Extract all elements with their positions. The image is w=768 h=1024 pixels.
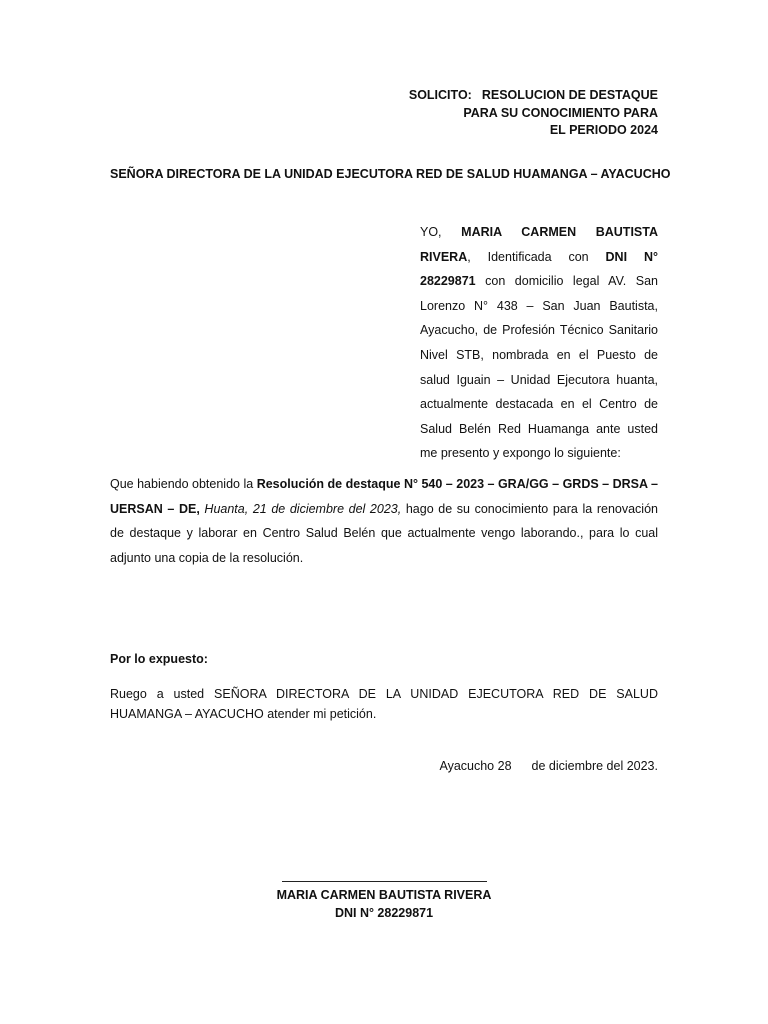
subject-text-1: RESOLUCION DE DESTAQUE bbox=[481, 88, 658, 102]
date-line bbox=[439, 759, 658, 773]
subject-label: SOLICITO: bbox=[408, 88, 472, 102]
signature-name: MARIA CARMEN BAUTISTA RIVERA bbox=[276, 888, 492, 902]
body-place-date: Huanta, 21 de diciembre del 2023, bbox=[204, 501, 402, 516]
presenter-yo: YO, bbox=[420, 225, 442, 239]
signature-block bbox=[234, 886, 534, 922]
presenter-rest: con domicilio legal AV. San Lorenzo N° 438 – San Juan Bautista, Ayacucho, de Profesión Técnico Sanitario Nivel STB, nombrada en el Puesto de salud Iguain – Unidad Ejecutora huanta, actualmente destacada en el Centro de Salud Belén Red Huamanga ante usted me presento y expongo lo siguiente: bbox=[420, 274, 658, 461]
subject-line-3: EL PERIODO 2024 bbox=[549, 123, 658, 137]
signature-dni: DNI N° 28229871 bbox=[334, 906, 434, 920]
presenter-paragraph bbox=[420, 220, 658, 466]
date-rest: de diciembre del 2023. bbox=[531, 759, 658, 773]
signature-line bbox=[282, 881, 487, 882]
addressee: SEÑORA DIRECTORA DE LA UNIDAD EJECUTORA RED DE SALUD HUAMANGA – AYACUCHO bbox=[110, 167, 671, 181]
presenter-ident-prefix: Identificada con bbox=[487, 249, 589, 264]
por-lo-expuesto: Por lo expuesto: bbox=[110, 652, 208, 666]
subject-block bbox=[409, 87, 658, 140]
date-city-day: Ayacucho 28 bbox=[439, 759, 512, 773]
presenter-name: MARIA CARMEN BAUTISTA RIVERA bbox=[420, 225, 658, 264]
subject-line-2: PARA SU CONOCIMIENTO PARA bbox=[463, 105, 658, 120]
body-resolution: Resolución de destaque N° 540 – 2023 – GRA/GG – GRDS – DRSA – UERSAN – DE, bbox=[110, 477, 658, 516]
body-intro: Que habiendo obtenido la bbox=[110, 477, 254, 491]
body-rest: hago de su conocimiento para la renovación de destaque y laborar en Centro Salud Belén que actualmente vengo laborando., para lo cual adjunto una copia de la resolución. bbox=[110, 501, 658, 565]
body-paragraph bbox=[110, 472, 658, 570]
subject-line-1 bbox=[409, 87, 658, 105]
presenter-comma: , bbox=[467, 249, 471, 264]
ruego-paragraph: Ruego a usted SEÑORA DIRECTORA DE LA UNIDAD EJECUTORA RED DE SALUD HUAMANGA – AYACUCHO atender mi petición. bbox=[110, 687, 658, 721]
presenter-dni: DNI N° 28229871 bbox=[420, 249, 658, 289]
